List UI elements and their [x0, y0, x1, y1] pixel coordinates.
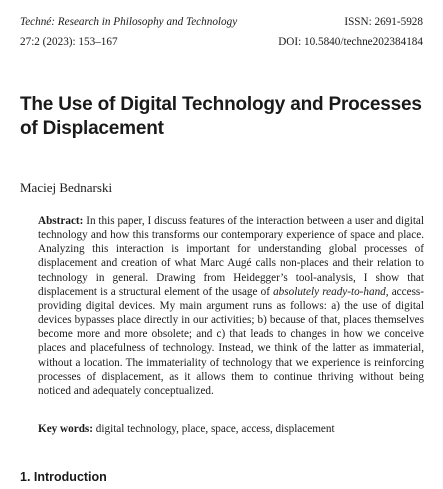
section-heading: 1. Introduction	[20, 470, 107, 484]
abstract-emphasis: absolutely ready-to-hand,	[273, 285, 389, 298]
keywords-text: digital technology, place, space, access, displacement	[95, 423, 335, 435]
abstract	[38, 214, 424, 398]
journal-name: Techné: Research in Philosophy and Technology	[20, 16, 238, 28]
issn: ISSN: 2691-5928	[344, 16, 423, 28]
doi: DOI: 10.5840/techne202384184	[278, 36, 423, 48]
article-title: The Use of Digital Technology and Processes of Displacement	[20, 94, 422, 139]
keywords	[38, 422, 424, 436]
abstract-text-2: access-providing digital devices. My main argument runs as follows: a) the use of digital devices bypasses place directly in our activities; b) because of that, places themselves become more and more obsolete; and c) that leads to changes in how we conceive places and placefulness of technology. Instead, we think of the latter as immaterial, without a location. The immateriality of technology that we experience is reinforcing processes of displacement, as it allows them to continue thriving without being noticed and adequately conceptualized.	[38, 285, 425, 397]
author-name: Maciej Bednarski	[20, 180, 113, 195]
volume-pages: 27:2 (2023): 153–167	[20, 36, 118, 48]
abstract-text-1: In this paper, I discuss features of the interaction between a user and digital technology and how this transforms our contemporary experience of space and place. Analyzing this interaction is important for understanding global processes of displacement and creation of what Marc Augé calls non-places and their relation to technology in general. Drawing from Heidegger’s tool-analysis, I show that displacement is a structural element of the usage of	[38, 215, 425, 298]
abstract-label: Abstract:	[38, 215, 84, 227]
keywords-label: Key words:	[38, 423, 93, 435]
